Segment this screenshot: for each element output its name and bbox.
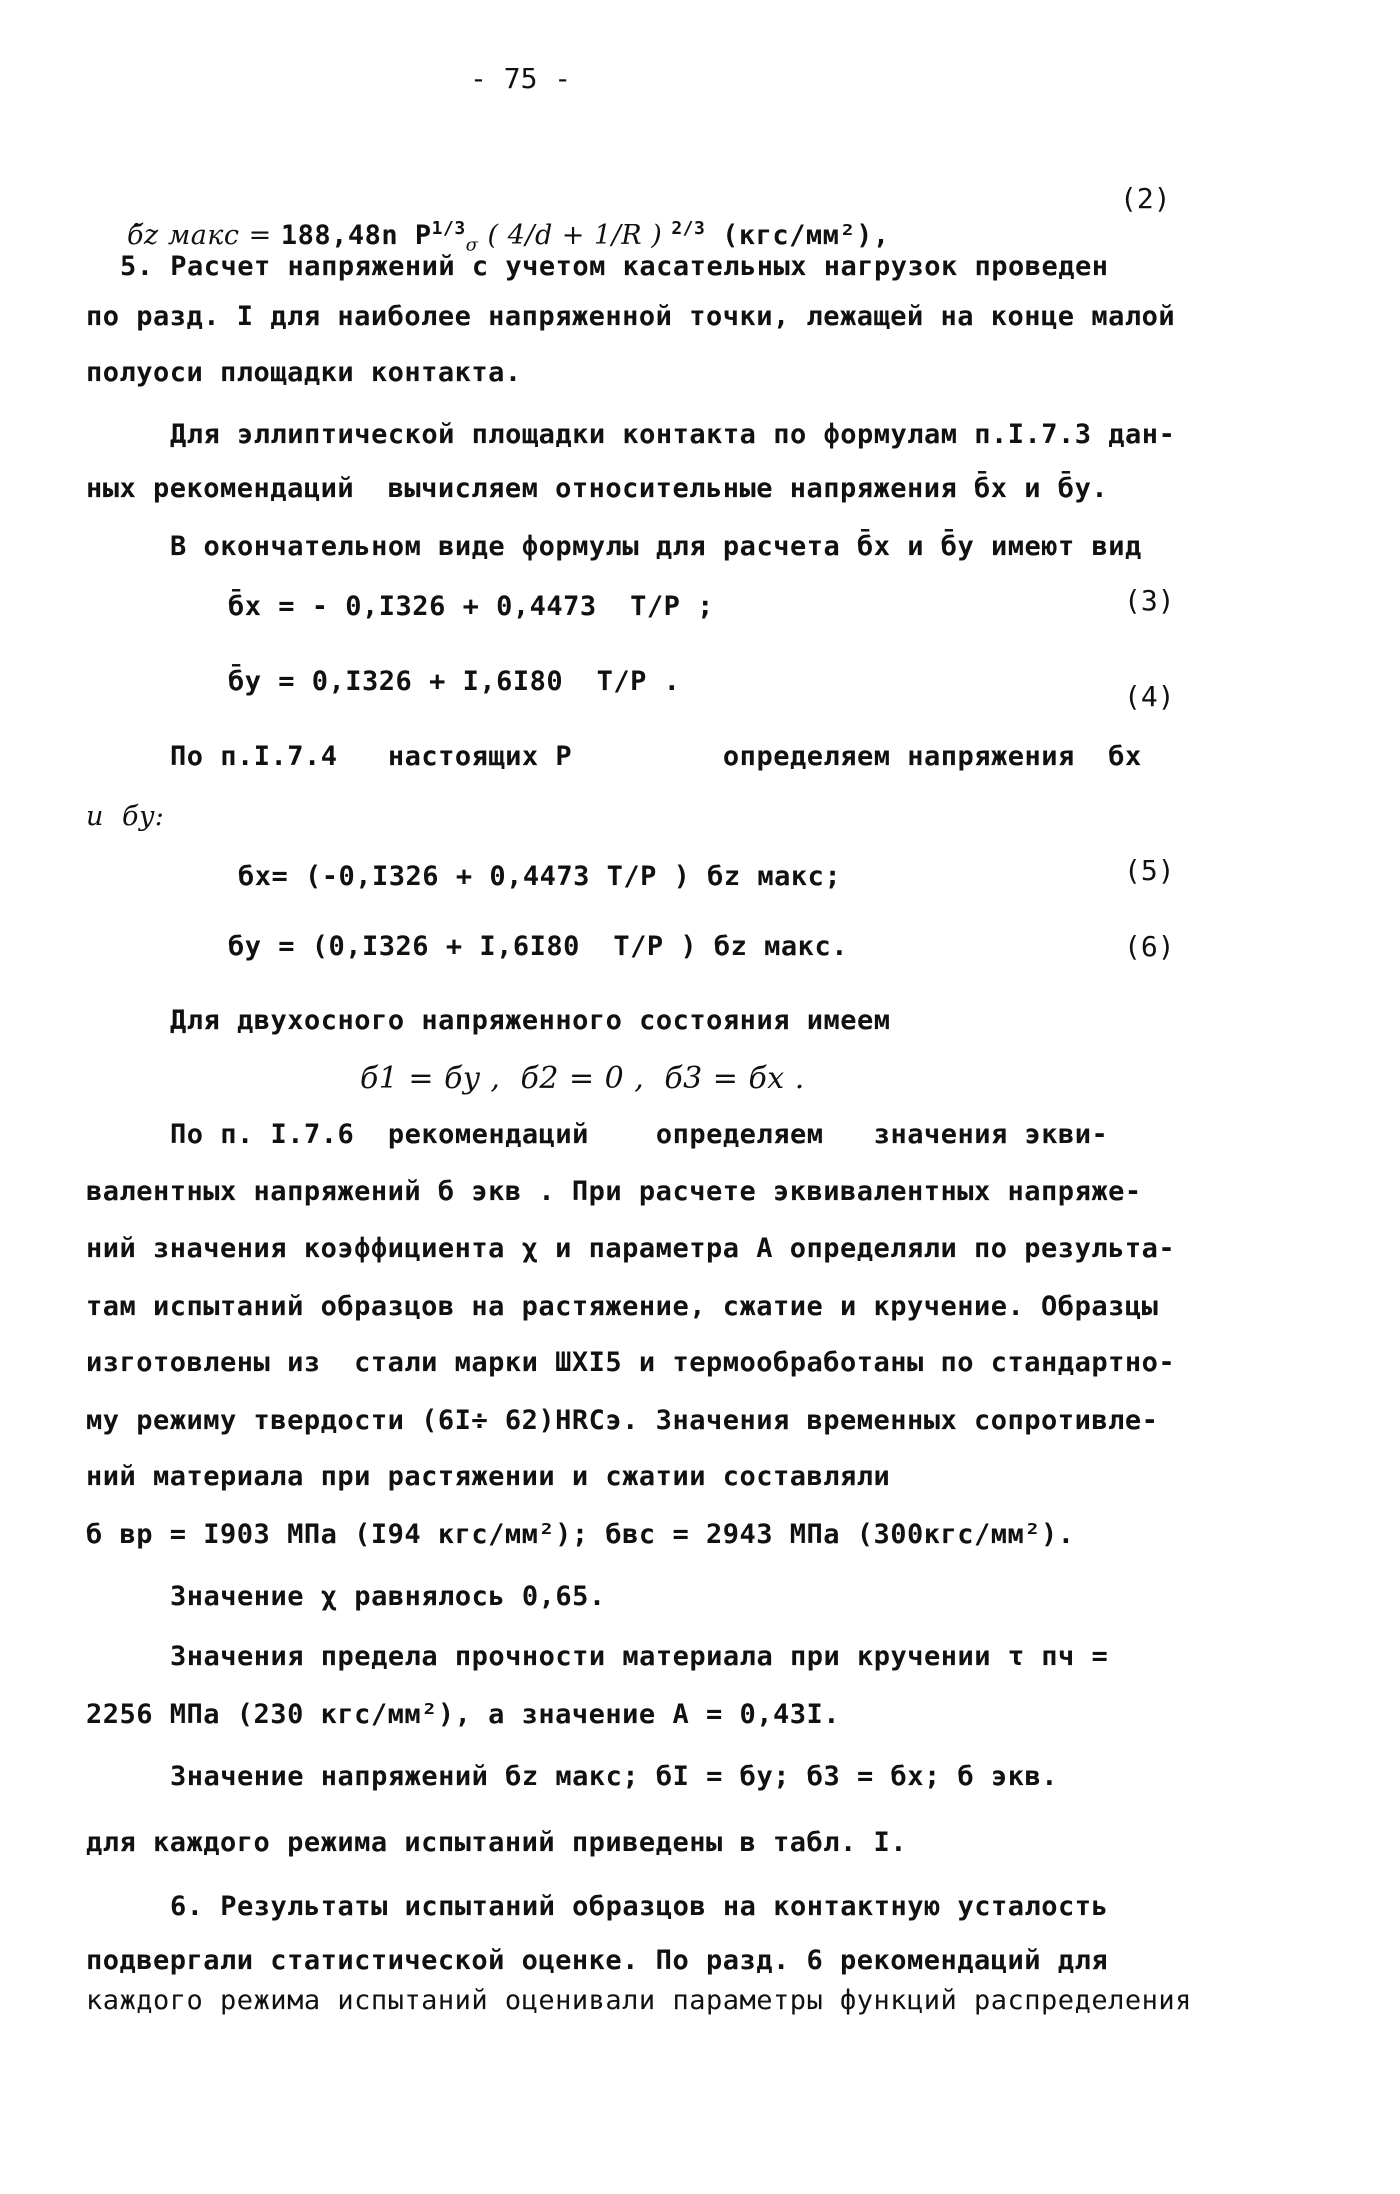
p5-line-3: полуоси площадки контакта. (86, 357, 522, 388)
p9-equation: б1 = бy , б2 = 0 , б3 = бx . (360, 1061, 805, 1096)
equation-6: бy = (0,I326 + I,6I80 T/P ) бz макс. (228, 931, 848, 962)
equation-5: бx= (-0,I326 + 0,4473 T/P ) бz макс; (238, 861, 842, 892)
eq2-exp1: 1/3 (431, 218, 466, 239)
eq2-number: (2) (1120, 182, 1171, 215)
p6-line-2: ных рекомендаций вычисляем относительные напряжения б̄x и б̄y. (86, 473, 1109, 504)
p12-line-2: 2256 МПа (230 кгс/мм²), а значение А = 0,43I. (86, 1699, 840, 1730)
eq4-number: (4) (1124, 680, 1175, 713)
p14-line-2: подвергали статистической оценке. По разд. 6 рекомендаций для (86, 1945, 1109, 1976)
p12-line-1: Значения предела прочности материала при кручении τ пч = (170, 1641, 1109, 1672)
p10-line-5: изготовлены из стали марки ШХI5 и термообработаны по стандартно- (86, 1347, 1176, 1378)
p6-line-1: Для эллиптической площадки контакта по формулам п.I.7.3 дан- (170, 419, 1176, 450)
p13-line-2: для каждого режима испытаний приведены в табл. I. (86, 1827, 908, 1858)
eq6-number: (6) (1124, 930, 1175, 963)
eq2-paren: ( 4/d + 1/R ) (478, 220, 672, 251)
p14-line-1: 6. Результаты испытаний образцов на контактную усталость (170, 1891, 1109, 1922)
p7-line-1: В окончательном виде формулы для расчета б̄x и б̄y имеют вид (170, 531, 1142, 562)
eq2-body: 188,48n P (280, 220, 432, 251)
p9-line-1: Для двухосного напряженного состояния имеем (170, 1005, 891, 1036)
page-number: - 75 - (470, 62, 572, 95)
p8-line-2: и бy: (86, 801, 165, 832)
p10-line-3: ний значения коэффициента χ и параметра А определяли по результа- (86, 1233, 1176, 1264)
eq2-sigma-sub: σ (465, 234, 479, 256)
p11-line-1: Значение χ равнялось 0,65. (170, 1581, 606, 1612)
p10-line-4: там испытаний образцов на растяжение, сжатие и кручение. Образцы (86, 1291, 1159, 1322)
eq2-exp2: 2/3 (671, 218, 706, 239)
p10-line-8: б вр = I903 МПа (I94 кгс/мм²); бвс = 2943 МПа (300кгс/мм²). (86, 1519, 1075, 1550)
eq3-number: (3) (1124, 584, 1175, 617)
eq5-number: (5) (1124, 854, 1175, 887)
p10-line-2: валентных напряжений б экв . При расчете эквивалентных напряже- (86, 1176, 1142, 1207)
p5-line-1: 5. Расчет напряжений с учетом касательных нагрузок проведен (120, 251, 1109, 282)
p13-line-1: Значение напряжений бz макс; бI = бy; б3 = бx; б экв. (170, 1761, 1059, 1792)
p10-line-1: По п. I.7.6 рекомендаций определяем значения экви- (170, 1119, 1109, 1150)
eq2-unit: (кгс/мм²), (722, 220, 890, 251)
p14-line-3: каждого режима испытаний оценивали параметры функций распределения (86, 1985, 1192, 2016)
p10-line-6: му режиму твердости (6I÷ 62)HRCэ. Значения временных сопротивле- (86, 1405, 1159, 1436)
p10-line-7: ний материала при растяжении и сжатии составляли (86, 1461, 891, 1492)
p5-line-2: по разд. I для наиболее напряженной точки, лежащей на конце малой (86, 301, 1176, 332)
p8-line-1: По п.I.7.4 настоящих Р определяем напряжения бx (170, 741, 1142, 772)
equation-3: б̄x = - 0,I326 + 0,4473 T/P ; (228, 591, 714, 622)
eq2-lhs: б̃z макс = (127, 220, 281, 251)
equation-4: б̄y = 0,I326 + I,6I80 T/P . (228, 666, 681, 697)
